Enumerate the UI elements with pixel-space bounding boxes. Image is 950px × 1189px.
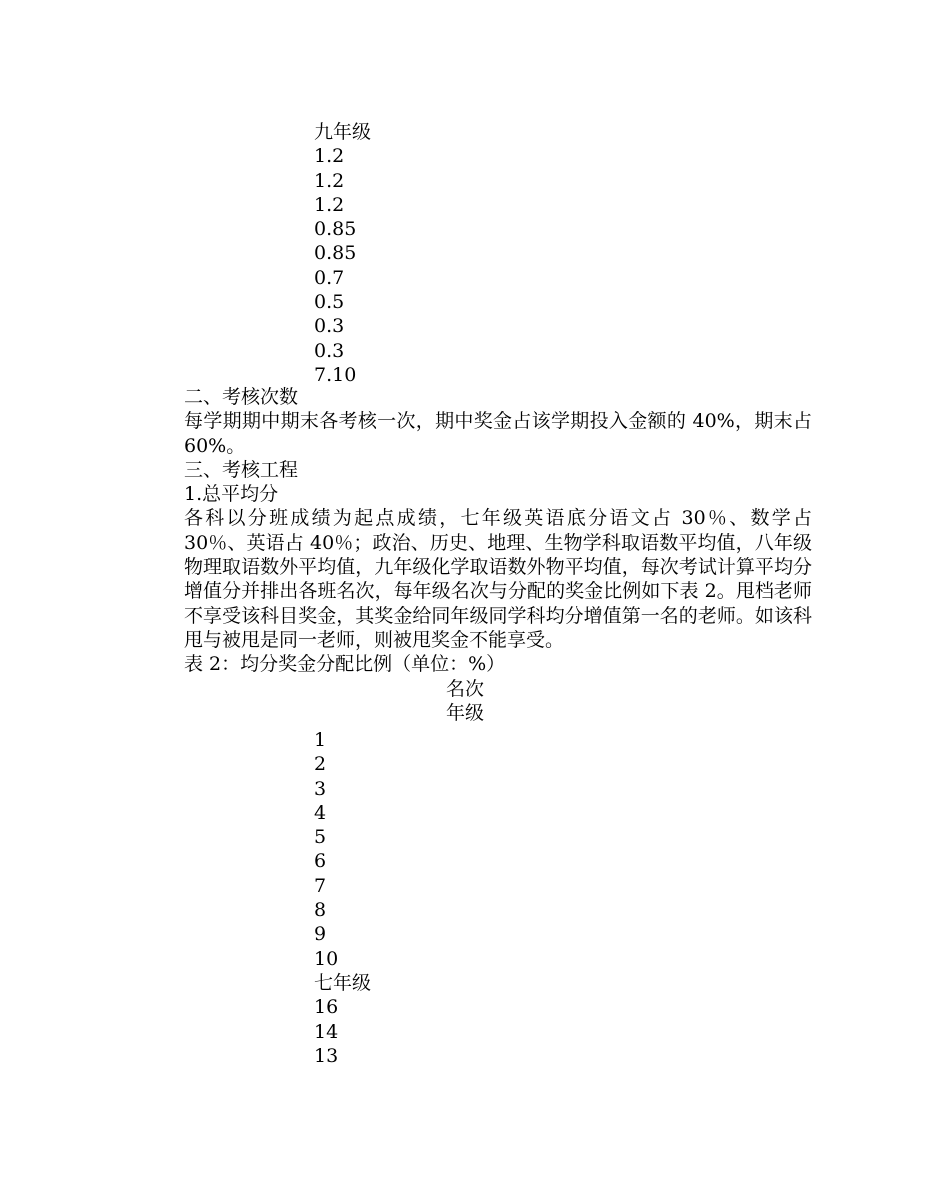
- table2-rank: 10: [314, 947, 339, 970]
- section3-paragraph: 各科以分班成绩为起点成绩，七年级英语底分语文占 30％、数学占 30％、英语占 40％；政治、历史、地理、生物学科取语数平均值，八年级物理取语数外平均值，九年级化学取语数外物平均值，每次考试计算平均分增值分并排出各班名次，每年级名次与分配的奖金比例如下表 2。甩档老师不享受该科目奖金，其奖金给同年级同学科均分增值第一名的老师。如该科甩与被甩是同一老师，则被甩奖金不能享受。: [184, 507, 812, 651]
- table2-rank: 7: [314, 874, 327, 897]
- body-text: [142, 385, 812, 677]
- table2-header-grade: 年级: [445, 702, 484, 725]
- table2-header: [420, 677, 510, 726]
- section3-heading: 三、考核工程: [184, 458, 299, 481]
- section3-subheading: 1.总平均分: [184, 483, 279, 506]
- table1-value: 0.85: [314, 242, 357, 265]
- table2-value: 13: [314, 1044, 339, 1067]
- table2-rank: 2: [314, 753, 327, 776]
- table2-rank: 1: [314, 729, 327, 751]
- table1-value: 0.5: [314, 291, 345, 314]
- table1-value: 0.85: [314, 218, 357, 241]
- table1-value: 1.2: [314, 145, 345, 168]
- table1-value: 1.2: [314, 169, 345, 192]
- section2-paragraph: 每学期期中期末各考核一次，期中奖金占该学期投入金额的 40%，期末占 60%。: [184, 410, 812, 457]
- table1-value: 0.3: [314, 339, 345, 362]
- table1-ninth-grade-column: [314, 120, 514, 387]
- table1-value: 0.3: [314, 315, 345, 338]
- table2-column: [314, 728, 514, 1068]
- table1-total-value: 7.10: [314, 363, 357, 386]
- table2-rank: 6: [314, 850, 327, 873]
- table2-rank: 3: [314, 777, 327, 800]
- table2-value: 14: [314, 1020, 339, 1043]
- table1-header-ninth-grade: 九年级: [314, 121, 372, 143]
- table2-rank: 5: [314, 826, 327, 849]
- table2-rank: 9: [314, 923, 327, 946]
- table2-rank: 4: [314, 801, 327, 824]
- table2-rank: 8: [314, 899, 327, 922]
- table2-row-label-seventh-grade: 七年级: [314, 971, 372, 994]
- table2-header-rank: 名次: [445, 678, 484, 700]
- table1-value: 0.7: [314, 266, 345, 289]
- table2-caption: 表 2：均分奖金分配比例（单位：%）: [184, 653, 506, 676]
- table2-value: 16: [314, 996, 339, 1019]
- table1-value: 1.2: [314, 193, 345, 216]
- section2-heading: 二、考核次数: [184, 386, 299, 408]
